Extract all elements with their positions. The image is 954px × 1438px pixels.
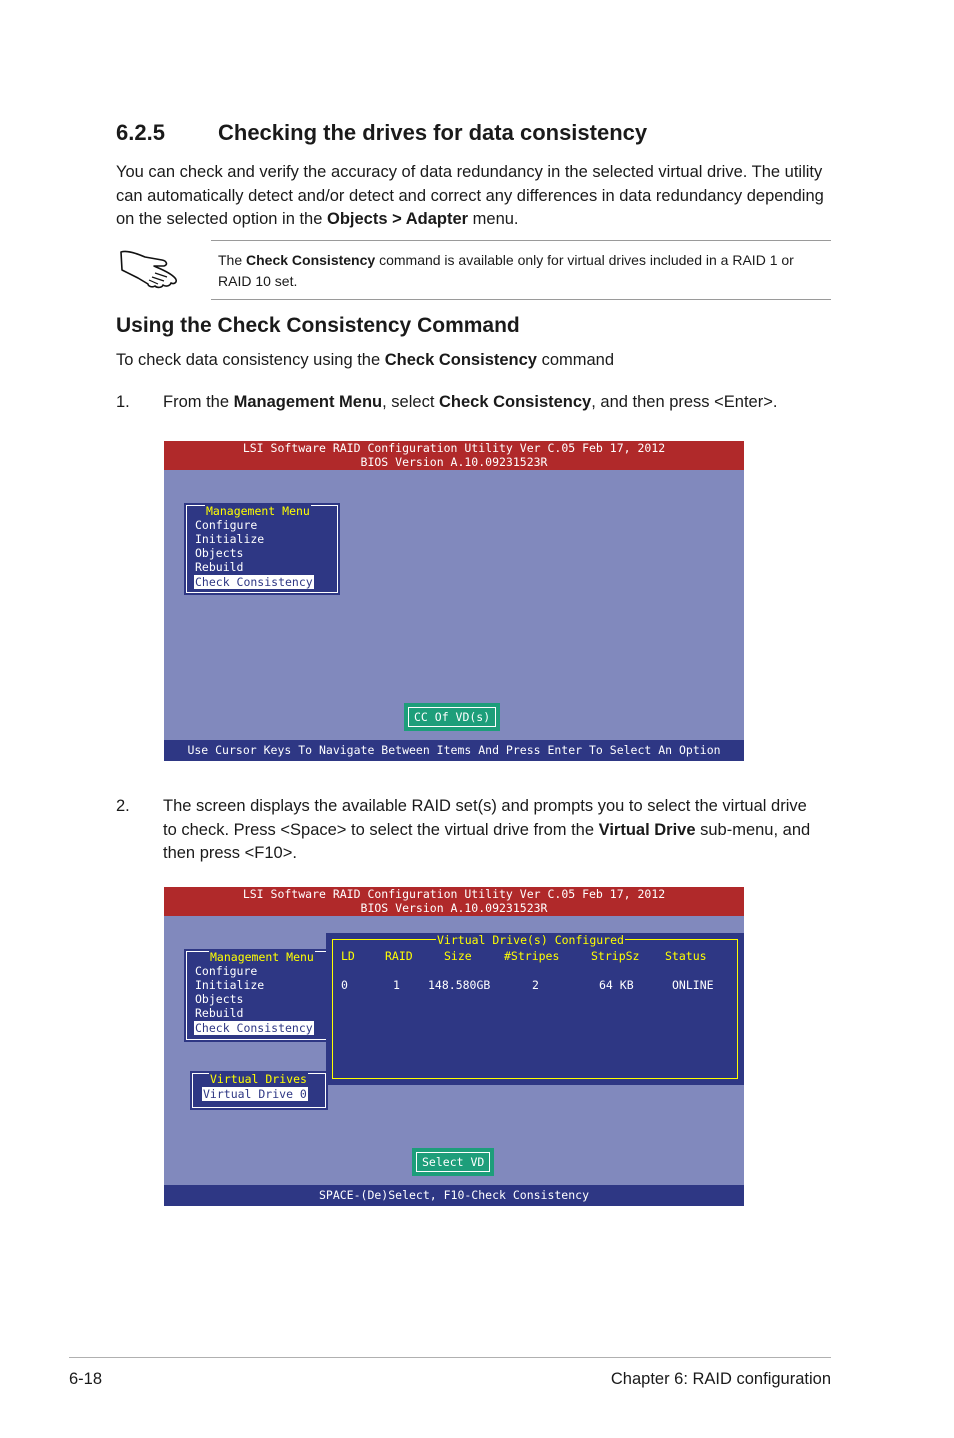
bios-screen-2: [164, 887, 744, 1206]
intro-text-end: menu.: [468, 210, 519, 228]
menu-2-item-configure[interactable]: Configure: [195, 964, 258, 978]
lead-paragraph: [116, 349, 614, 373]
virtual-drives-configured-panel: [326, 933, 744, 1085]
intro-text: You can check and verify the accuracy of data redundancy in the selected virtual drive. The utility can automatically detect and/or detect and correct any differences in data redundancy depending on the selected option in the: [116, 163, 824, 228]
pointing-hand-icon: [118, 240, 180, 290]
menu-item-initialize[interactable]: Initialize: [195, 532, 265, 546]
vd-panel-title: Virtual Drive(s) Configured: [437, 933, 624, 947]
row-stripsz: 64 KB: [599, 978, 634, 992]
row-ld: 0: [341, 978, 348, 992]
virtual-drives-menu-title: Virtual Drives: [210, 1072, 307, 1086]
step-1-b1: Management Menu: [233, 393, 383, 411]
note-text: [218, 250, 828, 291]
management-menu-2: [186, 951, 327, 1040]
cc-of-vds-button[interactable]: [404, 703, 500, 731]
management-menu: [186, 505, 338, 593]
col-stripsz: StripSz: [591, 949, 640, 963]
step-1-t3: , and then press <Enter>.: [591, 393, 778, 411]
bios-screen-1: [164, 441, 744, 761]
lead-post: command: [536, 351, 615, 369]
select-vd-label: Select VD: [416, 1152, 490, 1172]
note-bold: Check Consistency: [246, 252, 376, 268]
row-status: ONLINE: [672, 978, 714, 992]
menu-item-objects[interactable]: Objects: [195, 546, 244, 560]
menu-2-item-rebuild[interactable]: Rebuild: [195, 1006, 244, 1020]
chapter-label: Chapter 6: RAID configuration: [610, 1370, 831, 1388]
row-size: 148.580GB: [428, 978, 491, 992]
screen-2-footer: SPACE-(De)Select, F10-Check Consistency: [164, 1185, 744, 1206]
col-raid: RAID: [385, 949, 413, 963]
col-size: Size: [444, 949, 472, 963]
screen-1-footer: Use Cursor Keys To Navigate Between Items And Press Enter To Select An Option: [164, 740, 744, 761]
menu-2-item-objects[interactable]: Objects: [195, 992, 244, 1006]
lead-bold: Check Consistency: [384, 351, 537, 369]
intro-paragraph: [116, 161, 826, 232]
subsection-title: Using the Check Consistency Command: [116, 314, 520, 337]
screen-1-header-line1: LSI Software RAID Configuration Utility Ver C.05 Feb 17, 2012: [242, 441, 666, 455]
row-stripes: 2: [532, 978, 539, 992]
screen-1-header-line2: BIOS Version A.10.09231523R: [360, 454, 548, 469]
step-1-text: [163, 391, 823, 415]
virtual-drives-menu: [192, 1073, 326, 1108]
note-top-rule: [211, 240, 831, 241]
section-title: Checking the drives for data consistency: [218, 120, 648, 145]
page-number: 6-18: [69, 1370, 103, 1388]
section-number: 6.2.5: [116, 120, 165, 145]
menu-2-item-check-consistency[interactable]: Check Consistency: [195, 1021, 313, 1035]
step-1-t1: From the: [163, 393, 234, 411]
note-bottom-rule: [211, 299, 831, 300]
select-vd-button[interactable]: [412, 1148, 494, 1176]
intro-bold: Objects > Adapter: [327, 210, 469, 228]
col-status: Status: [665, 949, 707, 963]
management-menu-title: Management Menu: [206, 504, 310, 518]
step-2-t1: The screen displays the available RAID set(s) and prompts you to select the virtual drive to check. Press <Space> to select the virtual drive from the: [163, 797, 807, 839]
menu-item-rebuild[interactable]: Rebuild: [195, 560, 244, 574]
virtual-drive-0-item[interactable]: Virtual Drive 0: [203, 1087, 307, 1101]
step-2-text: [163, 795, 813, 866]
menu-2-item-initialize[interactable]: Initialize: [195, 978, 265, 992]
note-pre: The: [218, 252, 247, 268]
note-post: command is available only for virtual drives included in a RAID 1 or RAID 10 set.: [218, 252, 794, 289]
menu-item-configure[interactable]: Configure: [195, 518, 258, 532]
screen-2-header-line1: LSI Software RAID Configuration Utility Ver C.05 Feb 17, 2012: [242, 887, 666, 901]
col-ld: LD: [341, 949, 355, 963]
section-heading: [116, 120, 647, 146]
step-1-t2: , select: [382, 393, 439, 411]
screen-2-header: [164, 887, 744, 916]
management-menu-2-title: Management Menu: [210, 950, 314, 964]
screen-1-header: [164, 441, 744, 470]
row-raid: 1: [393, 978, 400, 992]
step-2-t2: sub-menu, and then press <F10>.: [163, 820, 811, 862]
footer-rule: [69, 1357, 831, 1358]
step-1-number: 1.: [116, 393, 130, 411]
menu-item-check-consistency[interactable]: Check Consistency: [195, 575, 313, 589]
lead-pre: To check data consistency using the: [116, 351, 385, 369]
col-stripes: #Stripes: [504, 949, 560, 963]
screen-2-header-line2: BIOS Version A.10.09231523R: [360, 900, 548, 915]
step-2-b1: Virtual Drive: [598, 820, 696, 839]
step-2-number: 2.: [116, 797, 130, 815]
step-1-b2: Check Consistency: [439, 393, 592, 411]
cc-of-vds-label: CC Of VD(s): [408, 707, 496, 727]
